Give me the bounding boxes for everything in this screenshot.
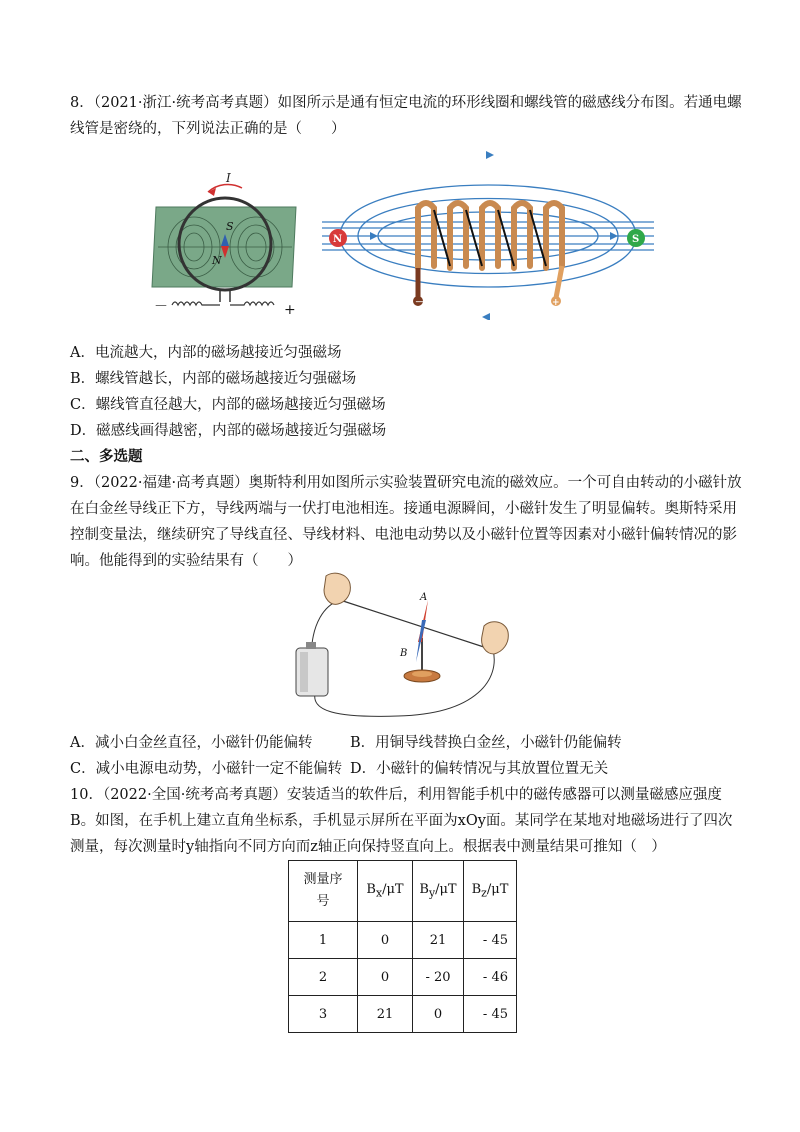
q9-option-b: B．用铜导线替换白金丝，小磁针仍能偏转 <box>350 735 622 751</box>
q8-option-d: D．磁感线画得越密，内部的磁场越接近匀强磁场 <box>70 423 387 439</box>
q9-option-d: D．小磁针的偏转情况与其放置位置无关 <box>350 761 609 777</box>
q10-stem-line1: 10．（2022·全国·统考高考真题）安装适当的软件后，利用智能手机中的磁传感器可以测量磁感应强度 <box>70 787 722 803</box>
section-heading: 二、多选题 <box>70 448 143 465</box>
q9-stem-line2: 在白金丝导线正下方，导线两端与一伏打电池相连。接通电源瞬间，小磁针发生了明显偏转。奥斯特采用 <box>70 501 737 517</box>
wire-return <box>315 650 494 716</box>
q8-stem-line1: 8．（2021·浙江·统考高考真题）如图所示是通有恒定电流的环形线圈和螺线管的磁感线分布图。若通电螺 <box>70 95 742 111</box>
cell: 0 <box>358 922 413 959</box>
right-hand <box>482 622 509 654</box>
cell: - 46 <box>464 959 517 996</box>
header-bz-sub: z <box>481 886 487 900</box>
cell: 21 <box>358 996 413 1033</box>
q8-option-b: B．螺线管越长，内部的磁场越接近匀强磁场 <box>70 371 357 387</box>
header-by-unit: /μT <box>435 882 457 898</box>
measurement-table <box>288 860 517 1033</box>
q9-option-a: A．减小白金丝直径，小磁针仍能偏转 <box>70 735 313 751</box>
header-index <box>289 861 358 922</box>
table-header-row <box>289 861 517 922</box>
header-bx-b: B <box>366 882 376 898</box>
plus-sign: + <box>552 298 560 308</box>
q8-option-c: C．螺线管直径越大，内部的磁场越接近匀强磁场 <box>70 397 386 413</box>
cell: 1 <box>289 922 358 959</box>
q10-stem-line2: B。如图，在手机上建立直角坐标系，手机显示屏所在平面为xOy面。某同学在某地对地磁场进行了四次 <box>70 813 733 829</box>
header-index-sub: 号 <box>316 894 330 909</box>
header-by-sub: y <box>428 886 436 900</box>
header-bz <box>464 861 517 922</box>
header-bz-unit: /μT <box>486 882 509 898</box>
left-hand <box>324 573 350 604</box>
cell: - 45 <box>464 996 517 1033</box>
plus-terminal: + <box>284 302 296 318</box>
platinum-wire <box>340 600 493 650</box>
table-row <box>289 922 517 959</box>
cell: - 45 <box>464 922 517 959</box>
q10-stem-line3: 测量，每次测量时y轴指向不同方向而z轴正向保持竖直向上。根据表中测量结果可推知（ ） <box>70 839 666 855</box>
oersted-experiment-figure <box>288 566 522 724</box>
header-bx-unit: /μT <box>382 882 404 898</box>
current-label: I <box>226 171 231 185</box>
label-n: N <box>212 254 222 267</box>
minus-terminal: － <box>154 299 168 315</box>
cell: 21 <box>413 922 464 959</box>
cell: 0 <box>358 959 413 996</box>
ring-coil-figure <box>150 162 300 320</box>
label-s: S <box>226 220 234 233</box>
q9-stem-line3: 控制变量法，继续研究了导线直径、导线材料、电池电动势以及小磁针位置等因素对小磁针偏转情况的影 <box>70 527 737 543</box>
q8-option-a: A．电流越大，内部的磁场越接近匀强磁场 <box>70 345 342 361</box>
cell: 0 <box>413 996 464 1033</box>
stand-base-top <box>412 671 432 677</box>
lead-springs <box>172 302 274 305</box>
battery <box>296 642 328 696</box>
wire-left <box>312 600 340 644</box>
plus-lead <box>556 266 562 298</box>
cell: 3 <box>289 996 358 1033</box>
q9-stem-line1: 9．（2022·福建·高考真题）奥斯特利用如图所示实验装置研究电流的磁效应。一个可自由转动的小磁针放 <box>70 475 742 491</box>
minus-sign: － <box>415 298 425 308</box>
q9-option-c: C．减小电源电动势，小磁针一定不能偏转 <box>70 761 343 777</box>
q9-stem-line4: 响。他能得到的实验结果有（ ） <box>70 553 302 569</box>
table-row <box>289 959 517 996</box>
label-b: B <box>400 648 408 659</box>
header-bz-b: B <box>471 882 482 898</box>
solenoid-figure <box>318 148 658 320</box>
header-by <box>413 861 464 922</box>
cell: 2 <box>289 959 358 996</box>
header-bx-sub: x <box>375 886 383 900</box>
s-pole-label: S <box>632 234 640 245</box>
n-pole-label: N <box>333 234 343 245</box>
label-a: A <box>420 592 428 603</box>
cell: - 20 <box>413 959 464 996</box>
header-bx <box>358 861 413 922</box>
table-row <box>289 996 517 1033</box>
header-by-b: B <box>419 882 429 898</box>
q8-stem-line2: 线管是密绕的，下列说法正确的是（ ） <box>70 121 346 137</box>
header-index-main: 测量序 <box>303 872 343 887</box>
